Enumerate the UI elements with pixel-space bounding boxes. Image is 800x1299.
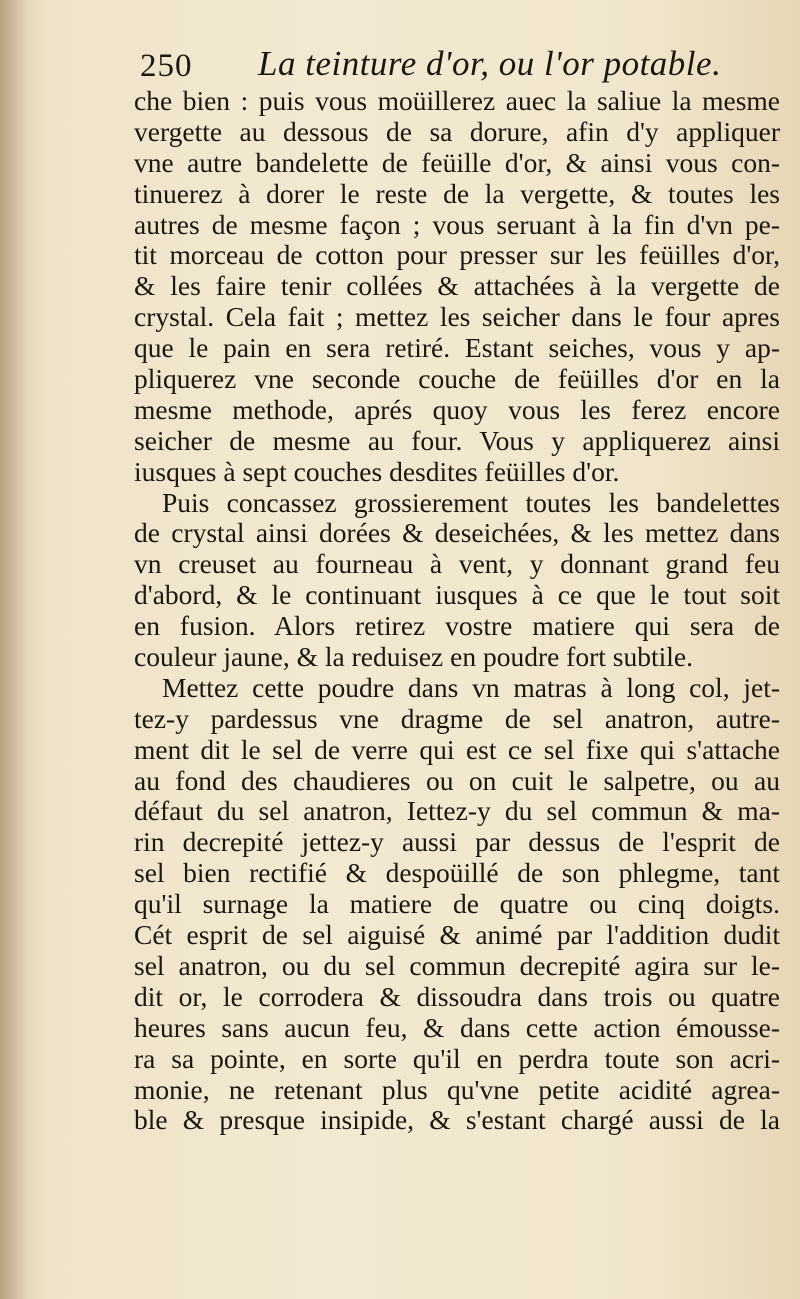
text-line: & les faire tenir collées & attachées à la vergette de [134,270,780,302]
text-line: sel bien rectifié & despoüillé de son phlegme, tant [134,857,780,889]
text-line: seicher de mesme au four. Vous y appliquerez ainsi [134,424,780,456]
text-line: ra sa pointe, en sorte qu'il en perdra toute son acri- [134,1042,780,1074]
text-line: rin decrepité jettez-y aussi par dessus de l'esprit de [134,826,780,858]
text-line: vne autre bandelette de feüille d'or, & ainsi vous con- [134,146,780,178]
text-line: ment dit le sel de verre qui est ce sel fixe qui s'attache [134,733,780,765]
body-text [134,86,780,1136]
paragraph-start-line: Mettez cette poudre dans vn matras à long col, jet- [162,671,780,703]
text-line: dit or, le corrodera & dissoudra dans trois ou quatre [134,980,780,1012]
paragraph-start-line: Puis concassez grossierement toutes les bandelettes [162,486,780,518]
text-line: pliquerez vne seconde couche de feüilles d'or en la [134,363,780,395]
text-line: vn creuset au fourneau à vent, y donnant grand feu [134,548,780,580]
text-line: autres de mesme façon ; vous seruant à la fin d'vn pe- [134,208,780,240]
running-head: La teinture d'or, ou l'or potable. [258,44,722,83]
text-line: sel anatron, ou du sel commun decrepité agira sur le- [134,949,780,981]
page-number: 250 [140,48,193,84]
text-line: qu'il surnage la matiere de quatre ou cinq doigts. [134,888,780,920]
text-line: che bien : puis vous moüillerez auec la saliue la mesme [134,85,780,116]
text-line: que le pain en sera retiré. Estant seiches, vous y ap- [134,332,780,364]
text-line: au fond des chaudieres ou on cuit le salpetre, ou au [134,764,780,796]
text-line: tit morceau de cotton pour presser sur les feüilles d'or, [134,239,780,271]
text-line: Cét esprit de sel aiguisé & animé par l'addition dudit [134,919,780,951]
spine-shadow [0,0,28,1299]
text-line: heures sans aucun feu, & dans cette action émousse- [134,1011,780,1043]
text-line: d'abord, & le continuant iusques à ce que le tout soit [134,579,780,611]
text-line: mesme methode, aprés quoy vous les ferez encore [134,393,780,425]
text-line: tez-y pardessus vne dragme de sel anatron, autre- [134,702,780,734]
text-line: crystal. Cela fait ; mettez les seicher dans le four apres [134,301,780,333]
text-line: vergette au dessous de sa dorure, afin d'y appliquer [134,115,780,147]
text-line: de crystal ainsi dorées & deseichées, & les mettez dans [134,517,780,549]
text-line: ble & presque insipide, & s'estant chargé aussi de la [134,1104,780,1136]
text-line: en fusion. Alors retirez vostre matiere qui sera de [134,610,780,642]
text-line: tinuerez à dorer le reste de la vergette, & toutes les [134,177,780,209]
paragraph-end-line: couleur jaune, & la reduisez en poudre fort subtile. [134,641,693,673]
text-line: défaut du sel anatron, Iettez-y du sel commun & ma- [134,795,780,827]
text-line: monie, ne retenant plus qu'vne petite acidité agrea- [134,1073,780,1105]
paragraph-end-line: iusques à sept couches desdites feüilles d'or. [134,455,620,487]
